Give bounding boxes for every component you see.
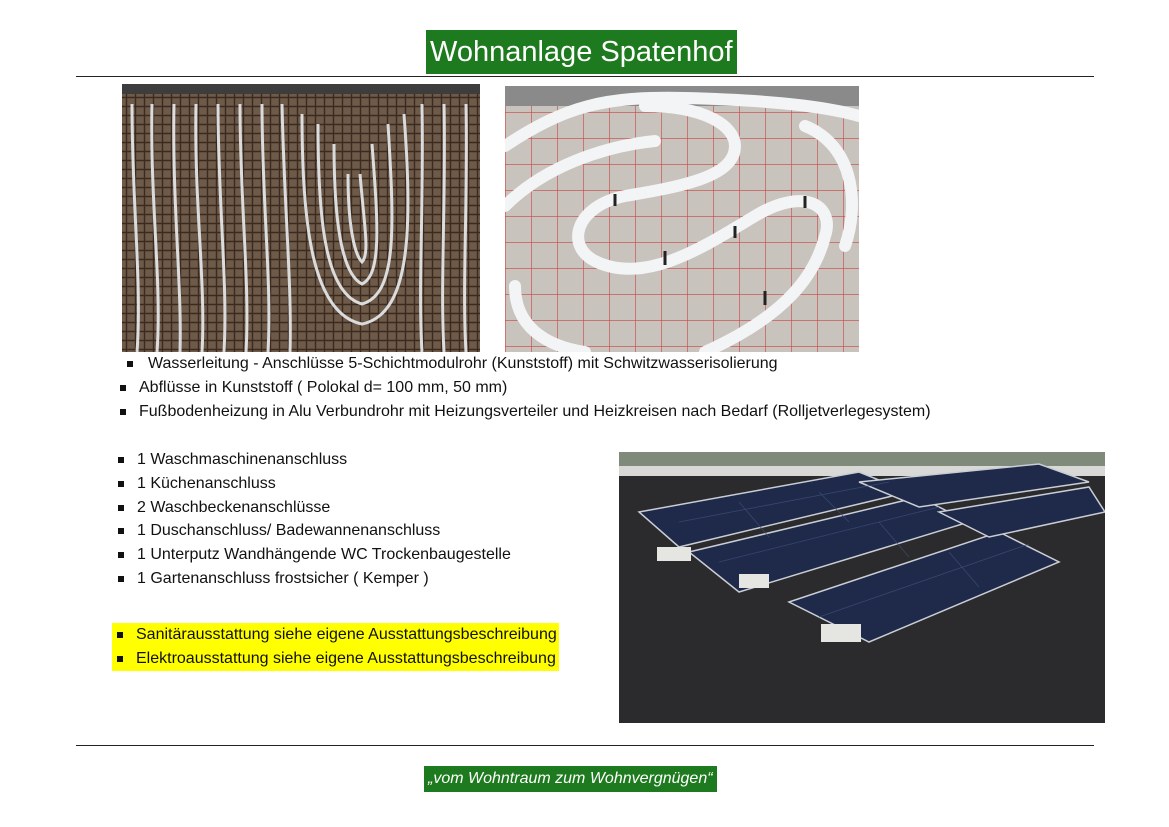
footer-divider [76,745,1094,746]
header-divider [76,76,1094,77]
list-item: 1 Unterputz Wandhängende WC Trockenbaugestelle [113,543,511,567]
bullet-icon [118,552,124,558]
pipe-loops-photo [505,86,859,352]
bullet-icon [117,656,123,662]
bullet-icon [118,528,124,534]
bullet-icon [120,409,126,415]
bullet-icon [118,481,124,487]
rebar-heating-photo [122,84,480,352]
list-item: 1 Waschmaschinenanschluss [113,448,511,472]
connection-list [113,448,511,591]
list-item: Wasserleitung - Anschlüsse 5-Schichtmodulrohr (Kunststoff) mit Schwitzwasserisolierung [115,352,931,376]
list-item: Fußbodenheizung in Alu Verbundrohr mit Heizungsverteiler und Heizkreisen nach Bedarf (Rolljetverlegesystem) [115,400,931,424]
bullet-icon [118,505,124,511]
page-title: Wohnanlage Spatenhof [426,30,737,74]
highlighted-note: Sanitärausstattung siehe eigene Ausstattungsbeschreibung [112,623,559,647]
list-item: 1 Duschanschluss/ Badewannenanschluss [113,519,511,543]
list-item: 2 Waschbeckenanschlüsse [113,496,511,520]
bullet-icon [127,361,133,367]
list-item: 1 Küchenanschluss [113,472,511,496]
bullet-icon [117,632,123,638]
bullet-icon [118,576,124,582]
bullet-icon [120,385,126,391]
bullet-icon [118,457,124,463]
highlighted-notes [112,623,559,671]
highlighted-note: Elektroausstattung siehe eigene Ausstattungsbeschreibung [112,647,559,671]
footer-tagline: „vom Wohntraum zum Wohnvergnügen“ [424,766,717,792]
list-item: 1 Gartenanschluss frostsicher ( Kemper ) [113,567,511,591]
solar-panels-photo [619,452,1105,723]
installation-list [115,352,931,424]
list-item: Abflüsse in Kunststoff ( Polokal d= 100 mm, 50 mm) [115,376,931,400]
